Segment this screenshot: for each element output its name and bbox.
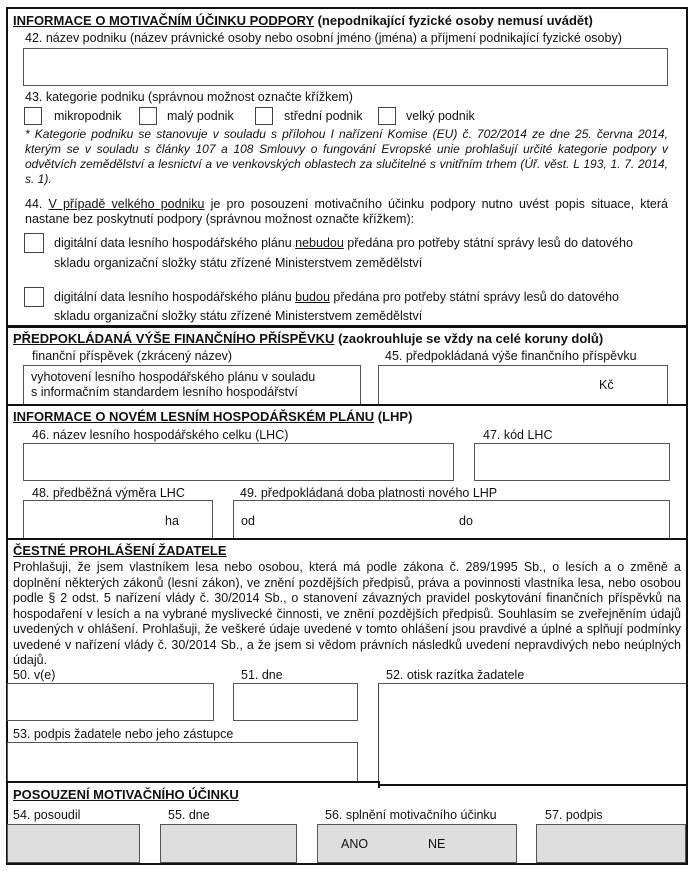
category-label-velky-podnik: velký podnik [406, 109, 475, 123]
field-44-number: 44. [25, 197, 49, 211]
section-lhp-title [13, 409, 412, 424]
lhc-area-field[interactable] [23, 500, 213, 540]
assessment-step-border [378, 781, 380, 788]
field-42-label: 42. název podniku (název právnické osoby nebo osobní jméno (jména) a příjmení podnikající fyzické osoby) [25, 31, 622, 45]
area-unit: ha [165, 514, 179, 528]
date-field[interactable] [233, 683, 358, 721]
section-title-text: INFORMACE O NOVÉM LESNÍM HOSPODÁŘSKÉM PLÁNU [13, 409, 375, 424]
validity-period-field[interactable] [233, 500, 670, 540]
field-44-label [25, 197, 668, 227]
field-46-label: 46. název lesního hospodářského celku (LHC) [32, 428, 289, 442]
field-54-label: 54. posoudil [13, 808, 81, 822]
declaration-text: Prohlašuji, že jsem vlastníkem lesa nebo osobou, která má podle zákona č. 289/1995 Sb., o lesích a o změně a doplnění některých zákonů (lesní zákon), ve znění pozdějších předpisů, práva a povinnosti vlastníka lesa, nebo osobou podle § 2 odst. 5 nařízení vlády č. 30/2014 Sb., o stanovení závazných pravidel poskytování finančních příspěvků na hospodaření v lesích a na vybrané myslivecké činnosti, ve znění pozdějších předpisů. Souhlasím se zveřejněním údajů uvedených v ohlášení. Prohlašuji, že veškeré údaje uvedené v tomto ohlášení jsou pravdivé a úplné a splňují podmínky uvedené v nařízení vlády č. 30/2014 Sb., a že jsem si vědom právních následků uvedení nepravdivých nebo neúplných údajů. [13, 560, 681, 667]
section-title-text: INFORMACE O MOTIVAČNÍM ÚČINKU PODPORY [13, 13, 314, 28]
checkbox-maly-podnik[interactable] [139, 107, 157, 125]
assessment-date-field[interactable] [160, 824, 297, 863]
currency-unit: Kč [599, 378, 614, 392]
category-label-mikropodnik: mikropodnik [54, 109, 122, 123]
field-47-label: 47. kód LHC [483, 428, 553, 442]
checkbox-data-handed[interactable] [24, 287, 44, 307]
stamp-field[interactable] [378, 683, 688, 786]
field-49-label: 49. předpokládaná doba platnosti nového LHP [240, 486, 498, 500]
section-title-suffix: (LHP) [377, 409, 413, 424]
validity-from-label: od [241, 514, 255, 528]
option-text: předána pro potřeby státní správy lesů do datového [343, 236, 633, 250]
field-52-label: 52. otisk razítka žadatele [386, 668, 525, 682]
option-data-handed [54, 290, 619, 304]
category-footnote: * Kategorie podniku se stanovuje v souladu s přílohou I nařízení Komise (EU) č. 702/2014 ze dne 25. června 2014, kterým se v souladu s články 107 a 108 Smlouvy o fungování Evropské unie prohlašují určité kategorie podpory v odvětvích zemědělství a lesnictví a ve venkovských oblastech za slučitelné s vnitřním trhem (Úř. věst. L 193, 1. 7. 2014, s. 1). [25, 127, 668, 186]
category-label-maly-podnik: malý podnik [167, 109, 234, 123]
lhc-code-field[interactable] [474, 443, 670, 481]
section-title-text: ČESTNÉ PROHLÁŠENÍ ŽADATELE [13, 543, 227, 558]
assessment-top-border [6, 781, 380, 783]
option-data-not-handed-line2: skladu organizační složky státu zřízené Ministerstvem zemědělství [54, 256, 423, 270]
field-48-label: 48. předběžná výměra LHC [32, 486, 185, 500]
checkbox-velky-podnik[interactable] [378, 107, 396, 125]
validity-to-label: do [459, 514, 473, 528]
option-text: digitální data lesního hospodářského plánu [54, 290, 296, 304]
short-name-line2: s informačním standardem lesního hospodářství [31, 385, 298, 399]
section-title-text: PŘEDPOKLÁDANÁ VÝŠE FINANČNÍHO PŘÍSPĚVKU [13, 331, 335, 346]
section-declaration-title [13, 543, 227, 558]
checkbox-stredni-podnik[interactable] [255, 107, 273, 125]
section-contribution-title [13, 331, 603, 346]
assessor-signature-field[interactable] [536, 824, 686, 863]
section-motivation-title [13, 13, 593, 28]
field-53-label: 53. podpis žadatele nebo jeho zástupce [13, 727, 234, 741]
field-45-label: 45. předpokládaná výše finančního příspěvku [385, 349, 637, 363]
place-field[interactable] [7, 683, 214, 721]
option-text: předána pro potřeby státní správy lesů do datového [329, 290, 619, 304]
short-name-line1: vyhotovení lesního hospodářského plánu v souladu [31, 370, 316, 384]
field-44-emphasis: V případě velkého podniku [48, 197, 205, 211]
section-title-suffix: (zaokrouhluje se vždy na celé koruny dolů) [338, 331, 604, 346]
contribution-amount-field[interactable] [378, 365, 668, 406]
lhc-name-field[interactable] [23, 443, 454, 481]
option-no[interactable]: NE [428, 837, 446, 851]
checkbox-mikropodnik[interactable] [24, 107, 42, 125]
option-keyword-nebudou: nebudou [295, 236, 344, 250]
short-name-label: finanční příspěvek (zkrácený název) [32, 349, 233, 363]
assessed-by-field[interactable] [7, 824, 140, 863]
category-label-stredni-podnik: střední podnik [284, 109, 363, 123]
section-assessment-title [13, 787, 239, 802]
option-data-handed-line2: skladu organizační složky státu zřízené Ministerstvem zemědělství [54, 309, 423, 323]
option-yes[interactable]: ANO [341, 837, 369, 851]
checkbox-data-not-handed[interactable] [24, 233, 44, 253]
field-56-label: 56. splnění motivačního účinku [325, 808, 497, 822]
signature-field[interactable] [7, 742, 358, 782]
field-51-label: 51. dne [241, 668, 283, 682]
field-44-text: je pro posouzení motivačního účinku podpory nutno uvést popis situace, která nastane bez poskytnutí podpory (správnou možnost označte křížkem): [25, 197, 669, 226]
option-data-not-handed [54, 236, 633, 250]
section-title-text: POSOUZENÍ MOTIVAČNÍHO ÚČINKU [13, 787, 239, 802]
option-keyword-budou: budou [295, 290, 330, 304]
field-43-label: 43. kategorie podniku (správnou možnost označte křížkem) [25, 90, 353, 104]
section-title-suffix: (nepodnikající fyzické osoby nemusí uvádět) [317, 13, 593, 28]
field-57-label: 57. podpis [545, 808, 603, 822]
company-name-field[interactable] [23, 48, 668, 86]
field-50-label: 50. v(e) [13, 668, 56, 682]
option-text: digitální data lesního hospodářského plánu [54, 236, 296, 250]
field-55-label: 55. dne [168, 808, 210, 822]
